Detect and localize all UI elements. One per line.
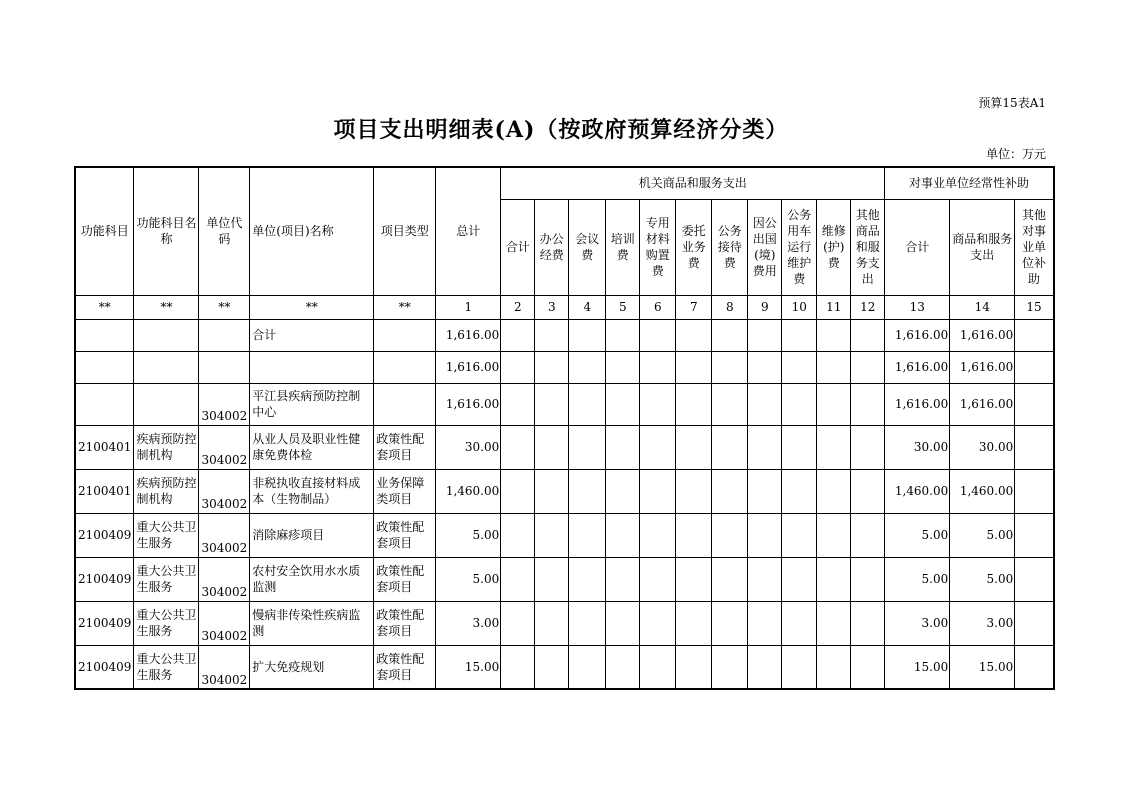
func-name-cell [134,383,199,425]
total-cell: 5.00 [436,557,501,601]
column-index-row [75,295,1054,319]
subsidy-total-cell: 5.00 [885,557,950,601]
goods-amount-cell [640,469,676,513]
project-type-cell: 政策性配套项目 [374,601,436,645]
project-type-cell: 政策性配套项目 [374,513,436,557]
column-index-cell: 10 [782,295,817,319]
header-group-subsidy: 对事业单位经常性补助 [885,167,1054,199]
goods-amount-cell [535,469,569,513]
goods-amount-cell [501,351,535,383]
column-index-cell: 11 [817,295,851,319]
column-index-cell: 5 [606,295,640,319]
subsidy-other-cell [1015,469,1054,513]
goods-amount-cell [712,469,748,513]
goods-amount-cell [782,557,817,601]
subsidy-total-cell: 30.00 [885,425,950,469]
unit-code-cell: 304002 [199,425,250,469]
goods-amount-cell [712,645,748,689]
subsidy-goods-cell: 1,616.00 [950,319,1015,351]
column-index-cell: ** [250,295,374,319]
header-subsidy-col: 其他对事业单位补助 [1015,199,1054,295]
unit-name-cell: 平江县疾病预防控制中心 [250,383,374,425]
unit-code-cell [199,319,250,351]
subsidy-other-cell [1015,557,1054,601]
goods-amount-cell [851,425,885,469]
header-group-goods-services: 机关商品和服务支出 [501,167,885,199]
goods-amount-cell [535,513,569,557]
subsidy-goods-cell: 30.00 [950,425,1015,469]
header-func-name: 功能科目名称 [134,167,199,295]
total-cell: 1,616.00 [436,383,501,425]
goods-amount-cell [748,469,782,513]
column-index-cell: 1 [436,295,501,319]
func-name-cell [134,351,199,383]
goods-amount-cell [569,319,606,351]
header-subsidy-col: 商品和服务支出 [950,199,1015,295]
goods-amount-cell [640,319,676,351]
goods-amount-cell [501,425,535,469]
goods-amount-cell [748,351,782,383]
goods-amount-cell [606,601,640,645]
unit-name-cell [250,351,374,383]
goods-amount-cell [640,383,676,425]
project-type-cell: 业务保障类项目 [374,469,436,513]
func-code-cell [75,351,134,383]
goods-amount-cell [501,601,535,645]
func-name-cell: 重大公共卫生服务 [134,601,199,645]
subsidy-other-cell [1015,351,1054,383]
func-name-cell: 重大公共卫生服务 [134,513,199,557]
goods-amount-cell [748,425,782,469]
goods-amount-cell [640,513,676,557]
goods-amount-cell [817,601,851,645]
goods-amount-cell [851,319,885,351]
subsidy-other-cell [1015,645,1054,689]
goods-amount-cell [851,645,885,689]
header-project-type: 项目类型 [374,167,436,295]
unit-code-cell: 304002 [199,557,250,601]
goods-amount-cell [501,383,535,425]
goods-amount-cell [851,513,885,557]
goods-amount-cell [606,425,640,469]
goods-amount-cell [535,601,569,645]
project-type-cell [374,319,436,351]
unit-name-cell: 慢病非传染性疾病监测 [250,601,374,645]
goods-amount-cell [676,425,712,469]
goods-amount-cell [569,645,606,689]
unit-name-cell: 扩大免疫规划 [250,645,374,689]
unit-name-cell: 农村安全饮用水水质监测 [250,557,374,601]
goods-amount-cell [817,557,851,601]
goods-amount-cell [782,645,817,689]
goods-amount-cell [851,469,885,513]
header-func-code: 功能科目 [75,167,134,295]
column-index-cell: ** [134,295,199,319]
goods-amount-cell [640,557,676,601]
unit-name-cell: 非税执收直接材料成本（生物制品） [250,469,374,513]
page-title: 项目支出明细表(A)（按政府预算经济分类） [333,117,789,143]
goods-amount-cell [817,513,851,557]
goods-amount-cell [817,351,851,383]
goods-amount-cell [501,645,535,689]
total-cell: 1,616.00 [436,319,501,351]
project-type-cell [374,383,436,425]
goods-amount-cell [535,351,569,383]
column-index-cell: ** [75,295,134,319]
unit-code-cell: 304002 [199,645,250,689]
goods-amount-cell [606,469,640,513]
goods-amount-cell [851,351,885,383]
subsidy-total-cell: 1,616.00 [885,383,950,425]
goods-amount-cell [640,425,676,469]
project-type-cell: 政策性配套项目 [374,425,436,469]
goods-amount-cell [712,601,748,645]
func-code-cell: 2100409 [75,557,134,601]
table-row [75,645,1054,689]
unit-code-cell: 304002 [199,601,250,645]
subsidy-other-cell [1015,425,1054,469]
goods-amount-cell [569,383,606,425]
column-index-cell: 8 [712,295,748,319]
goods-amount-cell [606,383,640,425]
goods-amount-cell [748,319,782,351]
header-goods-col: 其他商品和服务支出 [851,199,885,295]
goods-amount-cell [712,425,748,469]
table-row [75,383,1054,425]
goods-amount-cell [676,351,712,383]
goods-amount-cell [569,513,606,557]
column-index-cell: 12 [851,295,885,319]
goods-amount-cell [676,557,712,601]
column-index-cell: 4 [569,295,606,319]
subsidy-goods-cell: 1,616.00 [950,383,1015,425]
goods-amount-cell [712,351,748,383]
goods-amount-cell [782,319,817,351]
goods-amount-cell [712,557,748,601]
goods-amount-cell [640,601,676,645]
header-goods-col: 公务接待费 [712,199,748,295]
column-index-cell: ** [199,295,250,319]
header-goods-col: 专用材料购置费 [640,199,676,295]
func-name-cell: 疾病预防控制机构 [134,469,199,513]
column-index-cell: ** [374,295,436,319]
goods-amount-cell [782,601,817,645]
func-code-cell: 2100409 [75,645,134,689]
goods-amount-cell [748,645,782,689]
table-row [75,601,1054,645]
goods-amount-cell [640,645,676,689]
table-row [75,469,1054,513]
goods-amount-cell [501,319,535,351]
header-goods-col: 合计 [501,199,535,295]
project-type-cell [374,351,436,383]
project-type-cell: 政策性配套项目 [374,645,436,689]
column-index-cell: 7 [676,295,712,319]
func-code-cell: 2100409 [75,513,134,557]
header-unit-name: 单位(项目)名称 [250,167,374,295]
goods-amount-cell [501,513,535,557]
header-unit-code: 单位代码 [199,167,250,295]
goods-amount-cell [535,557,569,601]
subsidy-goods-cell: 5.00 [950,557,1015,601]
goods-amount-cell [782,383,817,425]
column-index-cell: 14 [950,295,1015,319]
table-row [75,351,1054,383]
column-index-cell: 2 [501,295,535,319]
column-index-cell: 15 [1015,295,1054,319]
goods-amount-cell [676,469,712,513]
subsidy-goods-cell: 1,616.00 [950,351,1015,383]
func-code-cell: 2100401 [75,425,134,469]
goods-amount-cell [676,513,712,557]
goods-amount-cell [748,383,782,425]
goods-amount-cell [606,645,640,689]
table-row [75,513,1054,557]
subsidy-other-cell [1015,319,1054,351]
goods-amount-cell [501,469,535,513]
goods-amount-cell [676,383,712,425]
goods-amount-cell [535,319,569,351]
table-row [75,425,1054,469]
column-index-cell: 9 [748,295,782,319]
column-index-cell: 13 [885,295,950,319]
goods-amount-cell [569,469,606,513]
goods-amount-cell [817,425,851,469]
goods-amount-cell [640,351,676,383]
goods-amount-cell [501,557,535,601]
total-cell: 5.00 [436,513,501,557]
goods-amount-cell [817,319,851,351]
header-goods-col: 会议费 [569,199,606,295]
goods-amount-cell [748,557,782,601]
subsidy-goods-cell: 1,460.00 [950,469,1015,513]
total-cell: 1,460.00 [436,469,501,513]
subsidy-total-cell: 1,616.00 [885,319,950,351]
subsidy-other-cell [1015,383,1054,425]
goods-amount-cell [569,557,606,601]
func-name-cell: 重大公共卫生服务 [134,645,199,689]
goods-amount-cell [535,425,569,469]
goods-amount-cell [535,383,569,425]
header-goods-col: 因公出国(境)费用 [748,199,782,295]
goods-amount-cell [817,645,851,689]
func-code-cell: 2100401 [75,469,134,513]
unit-code-cell: 304002 [199,383,250,425]
unit-label: 单位：万元 [985,147,1046,161]
subsidy-goods-cell: 15.00 [950,645,1015,689]
func-code-cell [75,319,134,351]
subsidy-total-cell: 1,460.00 [885,469,950,513]
subsidy-goods-cell: 5.00 [950,513,1015,557]
unit-code-cell [199,351,250,383]
header-goods-col: 办公经费 [535,199,569,295]
goods-amount-cell [851,383,885,425]
column-index-cell: 3 [535,295,569,319]
goods-amount-cell [712,383,748,425]
goods-amount-cell [712,513,748,557]
unit-code-cell: 304002 [199,513,250,557]
unit-name-cell: 消除麻疹项目 [250,513,374,557]
goods-amount-cell [569,425,606,469]
goods-amount-cell [782,469,817,513]
goods-amount-cell [606,513,640,557]
budget-table [74,166,1055,690]
goods-amount-cell [782,425,817,469]
func-name-cell [134,319,199,351]
table-row [75,557,1054,601]
goods-amount-cell [851,601,885,645]
goods-amount-cell [676,601,712,645]
func-name-cell: 重大公共卫生服务 [134,557,199,601]
subsidy-total-cell: 3.00 [885,601,950,645]
header-goods-col: 公务用车运行维护费 [782,199,817,295]
unit-code-cell: 304002 [199,469,250,513]
goods-amount-cell [535,645,569,689]
goods-amount-cell [782,513,817,557]
unit-name-cell: 从业人员及职业性健康免费体检 [250,425,374,469]
goods-amount-cell [782,351,817,383]
func-name-cell: 疾病预防控制机构 [134,425,199,469]
subsidy-total-cell: 1,616.00 [885,351,950,383]
subsidy-other-cell [1015,601,1054,645]
goods-amount-cell [606,319,640,351]
func-code-cell [75,383,134,425]
total-cell: 3.00 [436,601,501,645]
header-total: 总计 [436,167,501,295]
func-code-cell: 2100409 [75,601,134,645]
total-cell: 30.00 [436,425,501,469]
header-goods-col: 委托业务费 [676,199,712,295]
goods-amount-cell [817,383,851,425]
goods-amount-cell [606,351,640,383]
subsidy-total-cell: 5.00 [885,513,950,557]
column-index-cell: 6 [640,295,676,319]
header-goods-col: 培训费 [606,199,640,295]
header-subsidy-col: 合计 [885,199,950,295]
goods-amount-cell [569,601,606,645]
goods-amount-cell [748,601,782,645]
table-row [75,319,1054,351]
subsidy-other-cell [1015,513,1054,557]
goods-amount-cell [817,469,851,513]
goods-amount-cell [569,351,606,383]
goods-amount-cell [676,319,712,351]
unit-name-cell: 合计 [250,319,374,351]
total-cell: 15.00 [436,645,501,689]
total-cell: 1,616.00 [436,351,501,383]
subsidy-total-cell: 15.00 [885,645,950,689]
goods-amount-cell [851,557,885,601]
subsidy-goods-cell: 3.00 [950,601,1015,645]
table-code: 预算15表A1 [978,96,1046,110]
project-type-cell: 政策性配套项目 [374,557,436,601]
goods-amount-cell [606,557,640,601]
header-goods-col: 维修(护)费 [817,199,851,295]
goods-amount-cell [676,645,712,689]
goods-amount-cell [712,319,748,351]
goods-amount-cell [748,513,782,557]
